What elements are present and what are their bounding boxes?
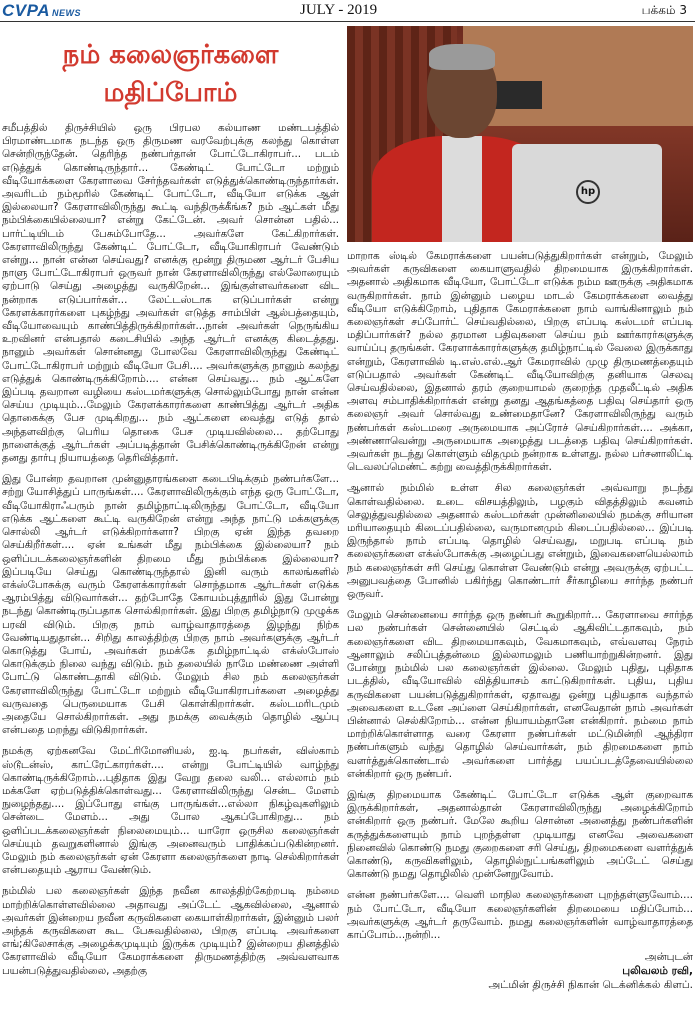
sign-off: அன்புடன்: [644, 951, 693, 964]
title-line-1: நம் கலைஞர்களை: [62, 40, 279, 70]
paragraph: ஆனால் நம்மில் உள்ள சில கலைஞர்கள் அவ்வாறு நடந்து கொள்வதில்லை. உடை விசயத்திலும், பழகும் விதத்திலும் கவனம் செலுத்துவதில்லை அதனால் கஸ்டமர்கள் முன்னிலையில் நமக்கு சரியான மரியாதையும் கிடைப்பதில்லை, வருமானமும் கிடைப்பதில்லை... இப்படி இருந்தால் நாம் எப்படி தொழில் செய்வது, மறுபடி எப்படி நம் கலைஞர்களை எக்ஸ்போசுக்கு அழைப்பது என்றும், இவைகளையெல்லாம் நம் கலைஞர்கள் சரி செய்து கொள்ள வேண்டும் என்று அவருக்கு ஏற்பட்ட அனுபவத்தை போனில் பகிர்ந்து கொண்டார் சீர்காழியை சார்ந்த நண்பர் ஒருவர்.: [347, 482, 693, 601]
hp-logo-icon: hp: [576, 180, 600, 204]
paragraph: மாறாக ஸ்டில் கேமராக்களை பயன்படுத்துகிறார்கள் என்றும், மேலும் அவர்கள் கருவிகளை கையாளுவதில் திறமையாக இருக்கிறார்கள். அதனால் அதிகமாக வீடியோ, போட்டோ எடுக்க நம்ம ஊருக்கு அதிகமாக வருகிறார்கள். நாம் இன்னும் பழைய மாடல் கேமராக்களை வைத்து வீடியோ எடுக்கிறோம், புதிதாக கேமராக்களை நாம் வாங்கினாலும் நம் கலைஞர்கள் சப்போர்ட் செய்வதில்லை, பிறகு எப்படி கஸ்டமர் எப்படி மதிப்பார்கள்? நல்ல தரமான பதிவுகளை செய்ய நம் ஊர்காரர்களுக்கு வாய்ப்பு தருங்கள். கேரளாக்காரர்களுக்கு தமிழ்நாட்டில் வேலை இருக்காது என்றும், கேரளாவில் டி.எஸ்.எல்.ஆர் கேமராவில் முழு திருமணத்தையும் எடுப்பதால் அவர்கள் கேண்டிட் வீடியோவிற்கு தனியாக செலவு செய்வதில்லை, இதனால் தரம் குறையாமல் குறைந்த முதலீட்டில் அதிக அளவு சம்பாதிக்கிறார்கள் என்று தனது ஆதங்கத்தை பதிவு செய்தார் ஒரு கலைஞர் அவர் சொல்வது உண்மைதானே? கேரளாவிலிருந்து வரும் நண்பர்கள் கஸ்டமரை அருமையாக அப்ரோச் செய்கிறார்கள்.... அக்கா, அண்ணாவென்று அருமையாக அழைத்து படத்தை பதிவு செய்கிறார்கள். அவர்கள் நடந்து கொள்ளும் விதமும் நன்றாக உள்ளது. நல்ல பர்சனாலிட்டி டெவலப்மெண்ட் கற்று வைத்திருக்கிறார்கள்.: [347, 250, 693, 474]
paragraph: மேலும் சென்னையை சார்ந்த ஒரு நண்பர் கூறுகிறார்... கேரளாவை சார்ந்த பல நண்பர்கள் சென்னையில் செட்டில் ஆகிவிட்டதாகவும், நம் கலைஞர்களை விட திறமையாகவும், வேகமாகவும், எவ்வளவு நேரம் ஆனாலும் சலிப்புத்தன்மை இல்லாமலும் பணியாற்றுகின்றனர். இது போன்று நம்மில் பல கலைஞர்கள் இல்லை. மேலும் புதிது, புதிதாக படத்தில், வீடியோவில் வித்தியாசம் காட்டுகிறார்கள். புதிய, புதிய கருவிகளை பயன்படுத்துகிறார்கள், ஏதாவது ஒன்று புதியதாக வந்தால் அவைகளை உடனே அப்ளை செய்கிறார்கள், எனவேதான் நாம் அவர்கள் பின்னால் செல்கிறோம்... என்ன நியாயம்தானே என்கிறார். நம்மை நாம் மாற்றிக்கொள்ளாத வரை கேரளா நண்பர்கள் மட்டுமின்றி ஆந்திரா நண்பர்களும் வந்து தொழில் செய்வார்கள், நம் திறமைகளை நாம் வளர்த்துக்கொண்டால் அவர்களை பார்த்து பயப்படத்தேவையில்லை என்கிறார் ஒரு நண்பர்.: [347, 609, 693, 780]
article-title: [2, 26, 339, 122]
paragraph: நமக்கு ஏற்கனவே மேட்ரிமோனியல், ஐ.டி நபர்கள், விஸ்காம் ஸ்டூடன்ஸ், காட்ரேட்காரர்கள்.... என்று போட்டியில் வாழ்ந்து கொண்டிருக்கிறோம்...புதிதாக இது வேறு தலை வலி... எல்லாம் நம் மக்களே ஏற்படுத்திக்கொள்வது... கேரளாவிலிருந்து சென்ட மேளம் நுழைந்தது.... இப்போது எங்கு பாருங்கள்...எல்லா நிகழ்வுகளிலும் சென்டை மேளம்... அது போல ஆகப்போகிறது... நம் ஒளிப்படக்கலைஞர்கள் நிலைமையும்... யாரோ ஒருசில கலைஞர்கள் செய்யும் தவறுகளினால் இங்கு அனைவரும் பாதிக்கப்படுகின்றனர். மேலும் நம் கலைஞர்கள் ஏன் கேரளா கலைஞர்களை நாடி செல்கிறார்கள் என்பதையும் ஆராய வேண்டும்.: [2, 745, 339, 877]
brand-logo: CVPA NEWS: [2, 1, 81, 20]
signature-block: [347, 950, 693, 992]
paragraph: இது போன்ற தவறான முன்னுதாரங்களை கடைபிடிக்கும் நண்பர்களே... சற்று யோசித்துப் பாருங்கள்.... கேரளாவிலிருக்கும் எந்த ஒரு போட்டோ, வீடியோகிராஃபரும் நான் தமிழ்நாட்டிலிருந்து போட்டோ, வீடியோ எடுக்க ஆட்களை கூட்டி வருகிறேன் என்று அந்த நாட்டு மக்களுக்கு சொல்லி ஆர்டர் எடுக்கிறார்களா? பிறகு ஏன் இந்த தவறை செய்கிறீர்கள்.... ஏன் உங்கள் மீது நம்பிக்கை இல்லையா? நம் ஒளிப்படக்கலைஞர்களின் திறமை மீது நம்பிக்கை இல்லையா? இப்படியே செய்து கொண்டிருந்தால் இனி வரும் காலங்களில் எக்ஸ்போசுக்கு வரும் கேரளக்காரர்கள் சொந்தமாக ஆர்டர்கள் எடுக்க ஆரம்பித்து விடுவார்கள்... தற்போதே கோயம்புத்தூரில் இது போன்று நடந்து கொண்டிருப்பதாக சொல்கிறார்கள். இது பிறகு தமிழ்நாடு முழுக்க பரவி விடும். பிறகு நாம் வாழ்வாதாரத்தை இழந்து நிற்க வேண்டியதுதான்... சிறிது காலத்திற்கு பிறகு நாம் அவர்களுக்கு ஆர்டர் கொடுத்து போய், அவர்கள் நமக்கே தமிழ்நாட்டில் எக்ஸ்போஸ் கொடுக்கும் நிலை வந்து விடும். நம் தலையில் நாமே மண்ணை அள்ளி போட்டு கொண்டதாகி விடும். மேலும் சில நம் கலைஞர்கள் கேரளாவிலிருந்து போட்டோ மற்றும் வீடியோகிராபர்களை அழைத்து வருவதை பெருமையாக பேசி கொள்கிறார்கள். கஸ்டமரிடமும் அதையே சொல்கிறார்கள். அது நமக்கு வைக்கும் தொழில் ஆப்பு என்பதை மறந்து விடுகிறார்கள்.: [2, 473, 339, 737]
paragraph: சமீபத்தில் திருச்சியில் ஒரு பிரபல கல்யாண மண்டபத்தில் பிரமாண்டமாக நடந்த ஒரு திருமண வரவேற்புக்கு கலந்து கொள்ள சென்றிருந்தேன். தெரிந்த நண்பர்தான் போட்டோகிராபர்... படம் எடுத்துக் கொண்டிருந்தார்... கேண்டிட் போட்டோ மற்றும் வீடியோக்களை கேரளாவை சேர்ந்தவர்கள் எடுத்துக்கொண்டிருந்தார்கள். அவரிடம் நம்மூரில் கேண்டிட் போட்டோ, வீடியோ எடுக்க ஆள் இல்லையா? கேரளாவிலிருந்து கூட்டி வந்திருக்கீங்க? நம் ஆட்கள் மீது நம்பிக்கையில்லையா? என்று கேட்டேன். அவர் சொன்ன பதில்... பார்ட்டியிடம் பேசும்போதே... அவர்களே கேட்கிறார்கள். கேரளாவிலிருந்து கேண்டிட் போட்டோ, வீடியோகிராபர் வேண்டும் என்று... நான் என்ன செய்வது? எனக்கு மூன்று திருமண ஆர்டர் பேசிய நாளு போட்டோகிராபர் ஒருவர் நான் கேரளாவிலிருந்து எல்லோரையும் ஏற்பாடு செய்து அழைத்து வருகிறேன்... இங்குள்ளவர்களை விட நன்றாக எடுப்பார்கள்... லேட்டஸ்டாக எடுப்பார்கள் என்று கேரளக்காரர்களை புகழ்ந்து அவர்கள் எடுத்த சாம்பிள் ஆல்பத்தையும், வீடியோவையும் காண்பித்திருக்கிறார்கள்...நான் அவர்கள் நெருங்கிய உறவினர் என்பதால் கடைசியில் அந்த ஆர்டர் எனக்கு கிடைத்தது. நானும் அவர்கள் சொன்னது போலவே கேரளாவிலிருந்து கேண்டிட் போட்டோகிராபர் மற்றும் வீடியோ பேசி.... அவர்களுக்கு நானும் கலந்து எடுத்துக் கொண்டிருக்கிறோம்.... என்ன செய்வது... நம் ஆட்களே இப்படி தவறான வழியை கஸ்டமர்களுக்கு சொல்லும்போது நான் என்ன செய்ய முடியும்...மேலும் கேரளக்காரர்களை காண்பித்து ஆர்டர் அதிக தொகைக்கு பேச முடிகிறது... நம் ஆட்களை வைத்து எடுத் தால் அந்தளவிற்கு பெரிய தொகை பேச முடியவில்லை... தற்போது நாளைக்குத் ஆர்டர்கள் அப்படித்தான் பேசிக்கொண்டிருக்கிறேன் என்று தனது தார்பு நியாயத்தை தெரிவித்தார்.: [2, 122, 339, 465]
issue-date: JULY - 2019: [300, 2, 378, 18]
left-column: [2, 26, 339, 986]
right-column: [347, 26, 693, 992]
author-name: புலிவலம் ரவி,: [622, 965, 693, 978]
title-line-2: மதிப்போம்: [103, 78, 238, 108]
author-affiliation: அட்மின் திருச்சி நிகான் டெக்னிக்கல் கிளப்.: [488, 979, 693, 992]
laptop-image: [512, 144, 662, 242]
page-number: பக்கம் 3: [641, 3, 687, 17]
author-photo: [347, 26, 693, 242]
paragraph: நம்மில் பல கலைஞர்கள் இந்த நவீன காலத்திற்கேற்றபடி நம்மை மாற்றிக்கொள்ளவில்லை அதாவது அப்டேட் ஆகவில்லை, ஆனால் அவர்கள் இன்றைய நவீன கருவிகளை கையாள்கிறார்கள், இன்னும் பலர் அந்தக் கருவிகளை கூட பேசுவதில்லை, பிறகு எப்படி அவர்களை எங்;கிலேசாக்கு அழைக்கமுடியும் இருக்க முடியும்? இன்றைய தினத்தில் கேரளாவில் வீடியோ கேமராக்களை திருமணத்திற்கு அவ்வளவாக பயன்படுத்துவதில்லை, அதற்கு: [2, 885, 339, 977]
page-header: [0, 0, 695, 22]
paragraph: என்ன நண்பர்களே.... வெளி மாநில கலைஞர்களை புறந்தள்ளுவோம்.... நம் போட்டோ, வீடியோ கலைஞர்களின் திறமையை மதிப்போம்... அவர்களுக்கு ஆர்டர் தருவோம். நமது கலைஞர்களின் வாழ்வாதாரத்தை காப்போம்...நன்றி...: [347, 889, 693, 941]
paragraph: இங்கு திறமையாக கேண்டிட் போட்டோ எடுக்க ஆள் குறைவாக இருக்கிறார்கள், அதனால்தான் கேரளாவிலிருந்து அழைக்கிறோம் என்கிறார் ஒரு நண்பர். மேலே கூறிய சொன்ன அனைத்து நண்பர்களின் கருத்துக்களையும் நாம் புறந்தள்ள முடியாது எனவே அவைகளை நினைவில் கொண்டு நமது குறைகளை சரி செய்து, திறமைகளை வளர்த்துக் கொண்டு, கருவிகளிலும், தொழில்நுட்பங்களிலும் அப்டேட் செய்து கொண்டு நமது தொழிலில் முன்னேறுவோம்.: [347, 788, 693, 881]
